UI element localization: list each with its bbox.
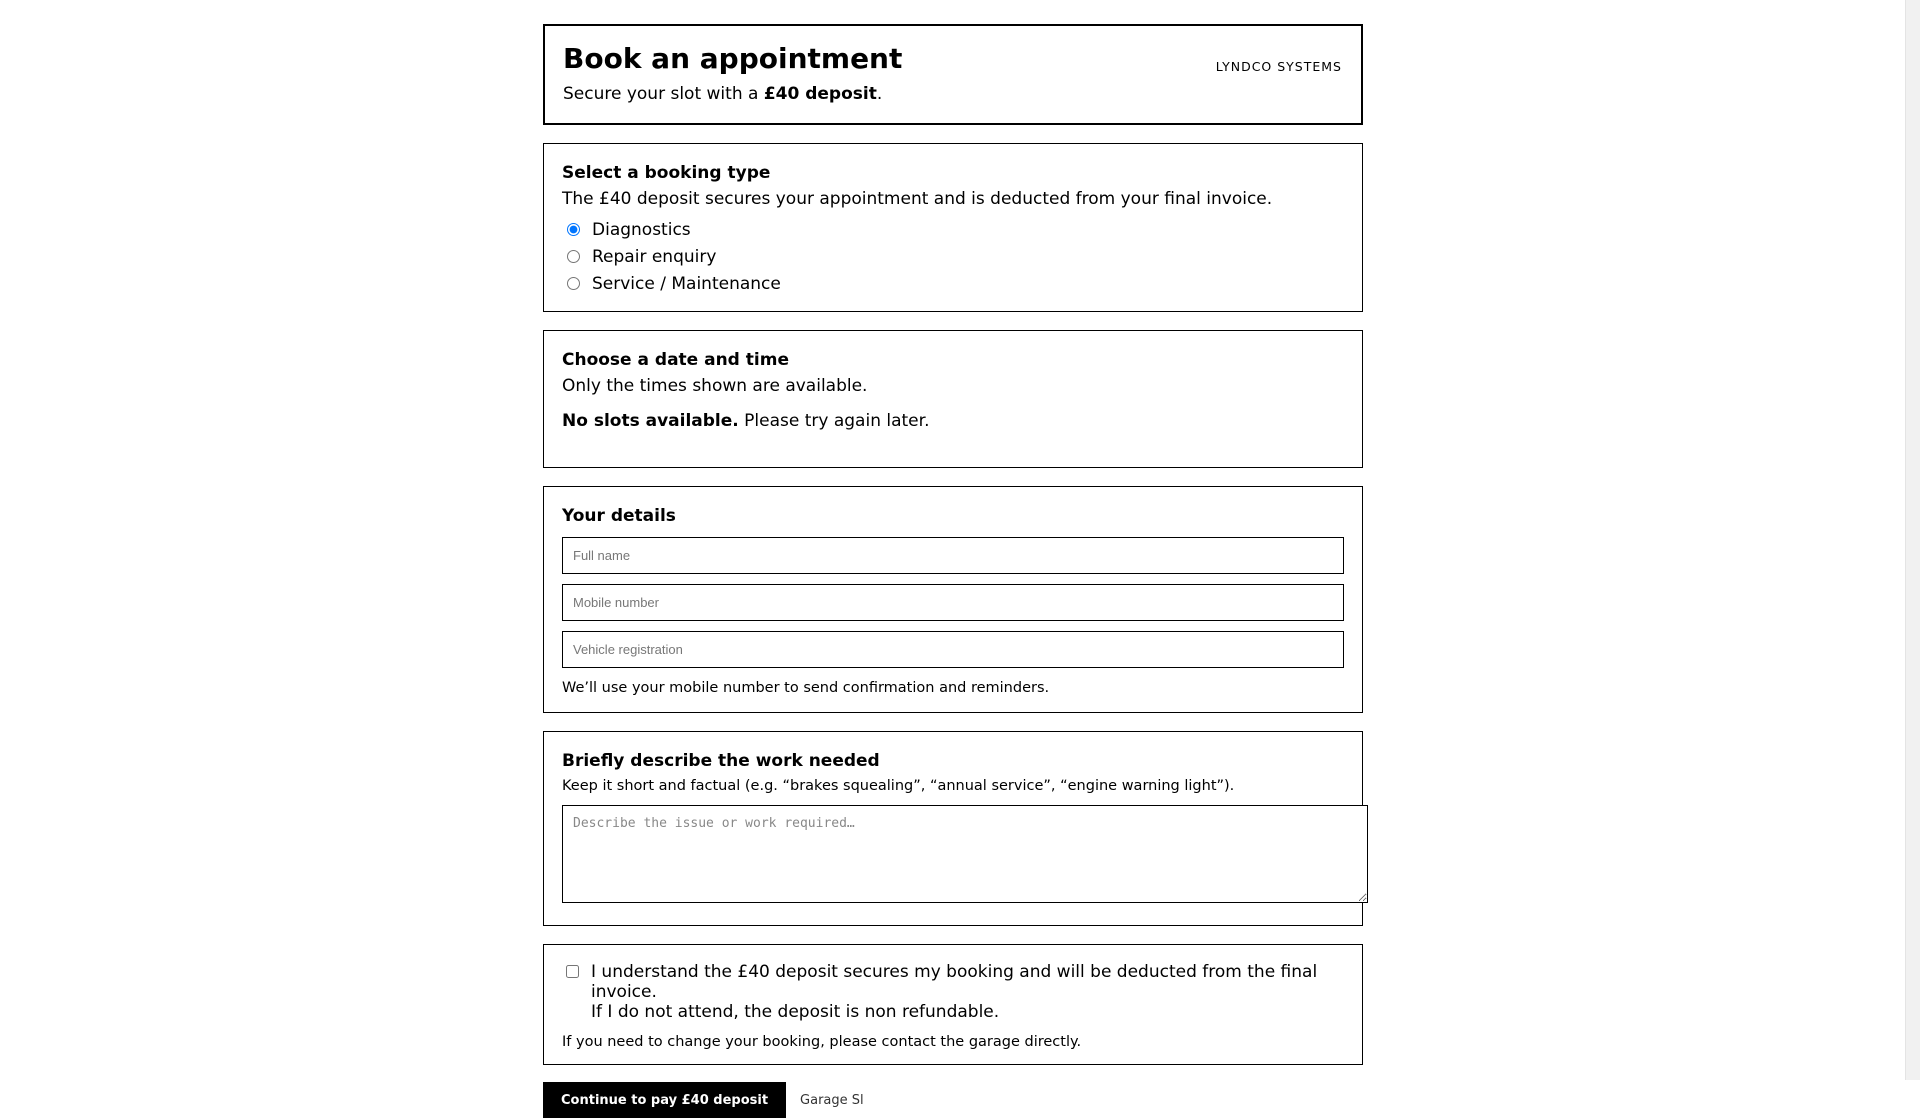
work-description: Keep it short and factual (e.g. “brakes squealing”, “annual service”, “engine warning light”).	[562, 777, 1235, 794]
contact-note: If you need to change your booking, please contact the garage directly.	[562, 1034, 1082, 1051]
radio-repair-enquiry[interactable]	[567, 250, 580, 263]
booking-type-card	[543, 143, 1363, 312]
mobile-number-input[interactable]	[562, 584, 1344, 621]
no-slots-message	[562, 411, 1344, 431]
acknowledge-text	[591, 963, 1344, 1022]
radio-diagnostics[interactable]	[567, 223, 580, 236]
acknowledge-row[interactable]	[562, 963, 1344, 1022]
page-subtitle	[563, 84, 1343, 104]
full-name-input[interactable]	[562, 537, 1344, 574]
booking-type-options	[562, 216, 1344, 297]
date-time-description: Only the times shown are available.	[562, 376, 868, 397]
subtitle-prefix: Secure your slot with a	[563, 83, 764, 104]
booking-page	[543, 24, 1363, 1118]
work-card	[543, 731, 1363, 926]
vehicle-registration-input[interactable]	[562, 631, 1344, 668]
page-scrollbar[interactable]	[1905, 0, 1920, 1080]
page-title: Book an appointment	[563, 42, 903, 75]
subtitle-suffix: .	[876, 83, 883, 104]
date-time-card	[543, 330, 1363, 468]
deposit-amount: £40 deposit	[763, 83, 877, 104]
details-title: Your details	[562, 506, 676, 527]
acknowledge-line-2: If I do not attend, the deposit is non refundable.	[591, 1001, 1000, 1022]
secondary-link[interactable]: Garage Sl	[800, 1092, 864, 1108]
brand-name: LYNDCO SYSTEMS	[1215, 59, 1342, 74]
work-title: Briefly describe the work needed	[562, 751, 880, 772]
booking-type-title: Select a booking type	[562, 163, 771, 183]
form-actions	[543, 1082, 1363, 1118]
option-label: Diagnostics	[592, 219, 691, 240]
details-note: We’ll use your mobile number to send confirmation and reminders.	[562, 680, 1050, 697]
option-diagnostics[interactable]	[562, 216, 1344, 243]
no-slots-bold: No slots available.	[562, 411, 739, 432]
acknowledge-checkbox[interactable]	[566, 965, 579, 978]
header-card	[543, 24, 1363, 125]
booking-type-description: The £40 deposit secures your appointment and is deducted from your final invoice.	[562, 189, 1273, 210]
no-slots-rest: Please try again later.	[738, 411, 930, 432]
acknowledge-line-1: I understand the £40 deposit secures my booking and will be deducted from the final invoice.	[591, 962, 1318, 1002]
continue-to-pay-button[interactable]: Continue to pay £40 deposit	[543, 1082, 786, 1118]
acknowledge-card	[543, 944, 1363, 1065]
details-card	[543, 486, 1363, 713]
option-label: Repair enquiry	[592, 246, 717, 267]
option-service-maintenance[interactable]	[562, 270, 1344, 297]
work-description-textarea[interactable]	[562, 805, 1368, 903]
option-repair-enquiry[interactable]	[562, 243, 1344, 270]
date-time-title: Choose a date and time	[562, 350, 789, 371]
radio-service-maintenance[interactable]	[567, 277, 580, 290]
option-label: Service / Maintenance	[592, 273, 781, 294]
